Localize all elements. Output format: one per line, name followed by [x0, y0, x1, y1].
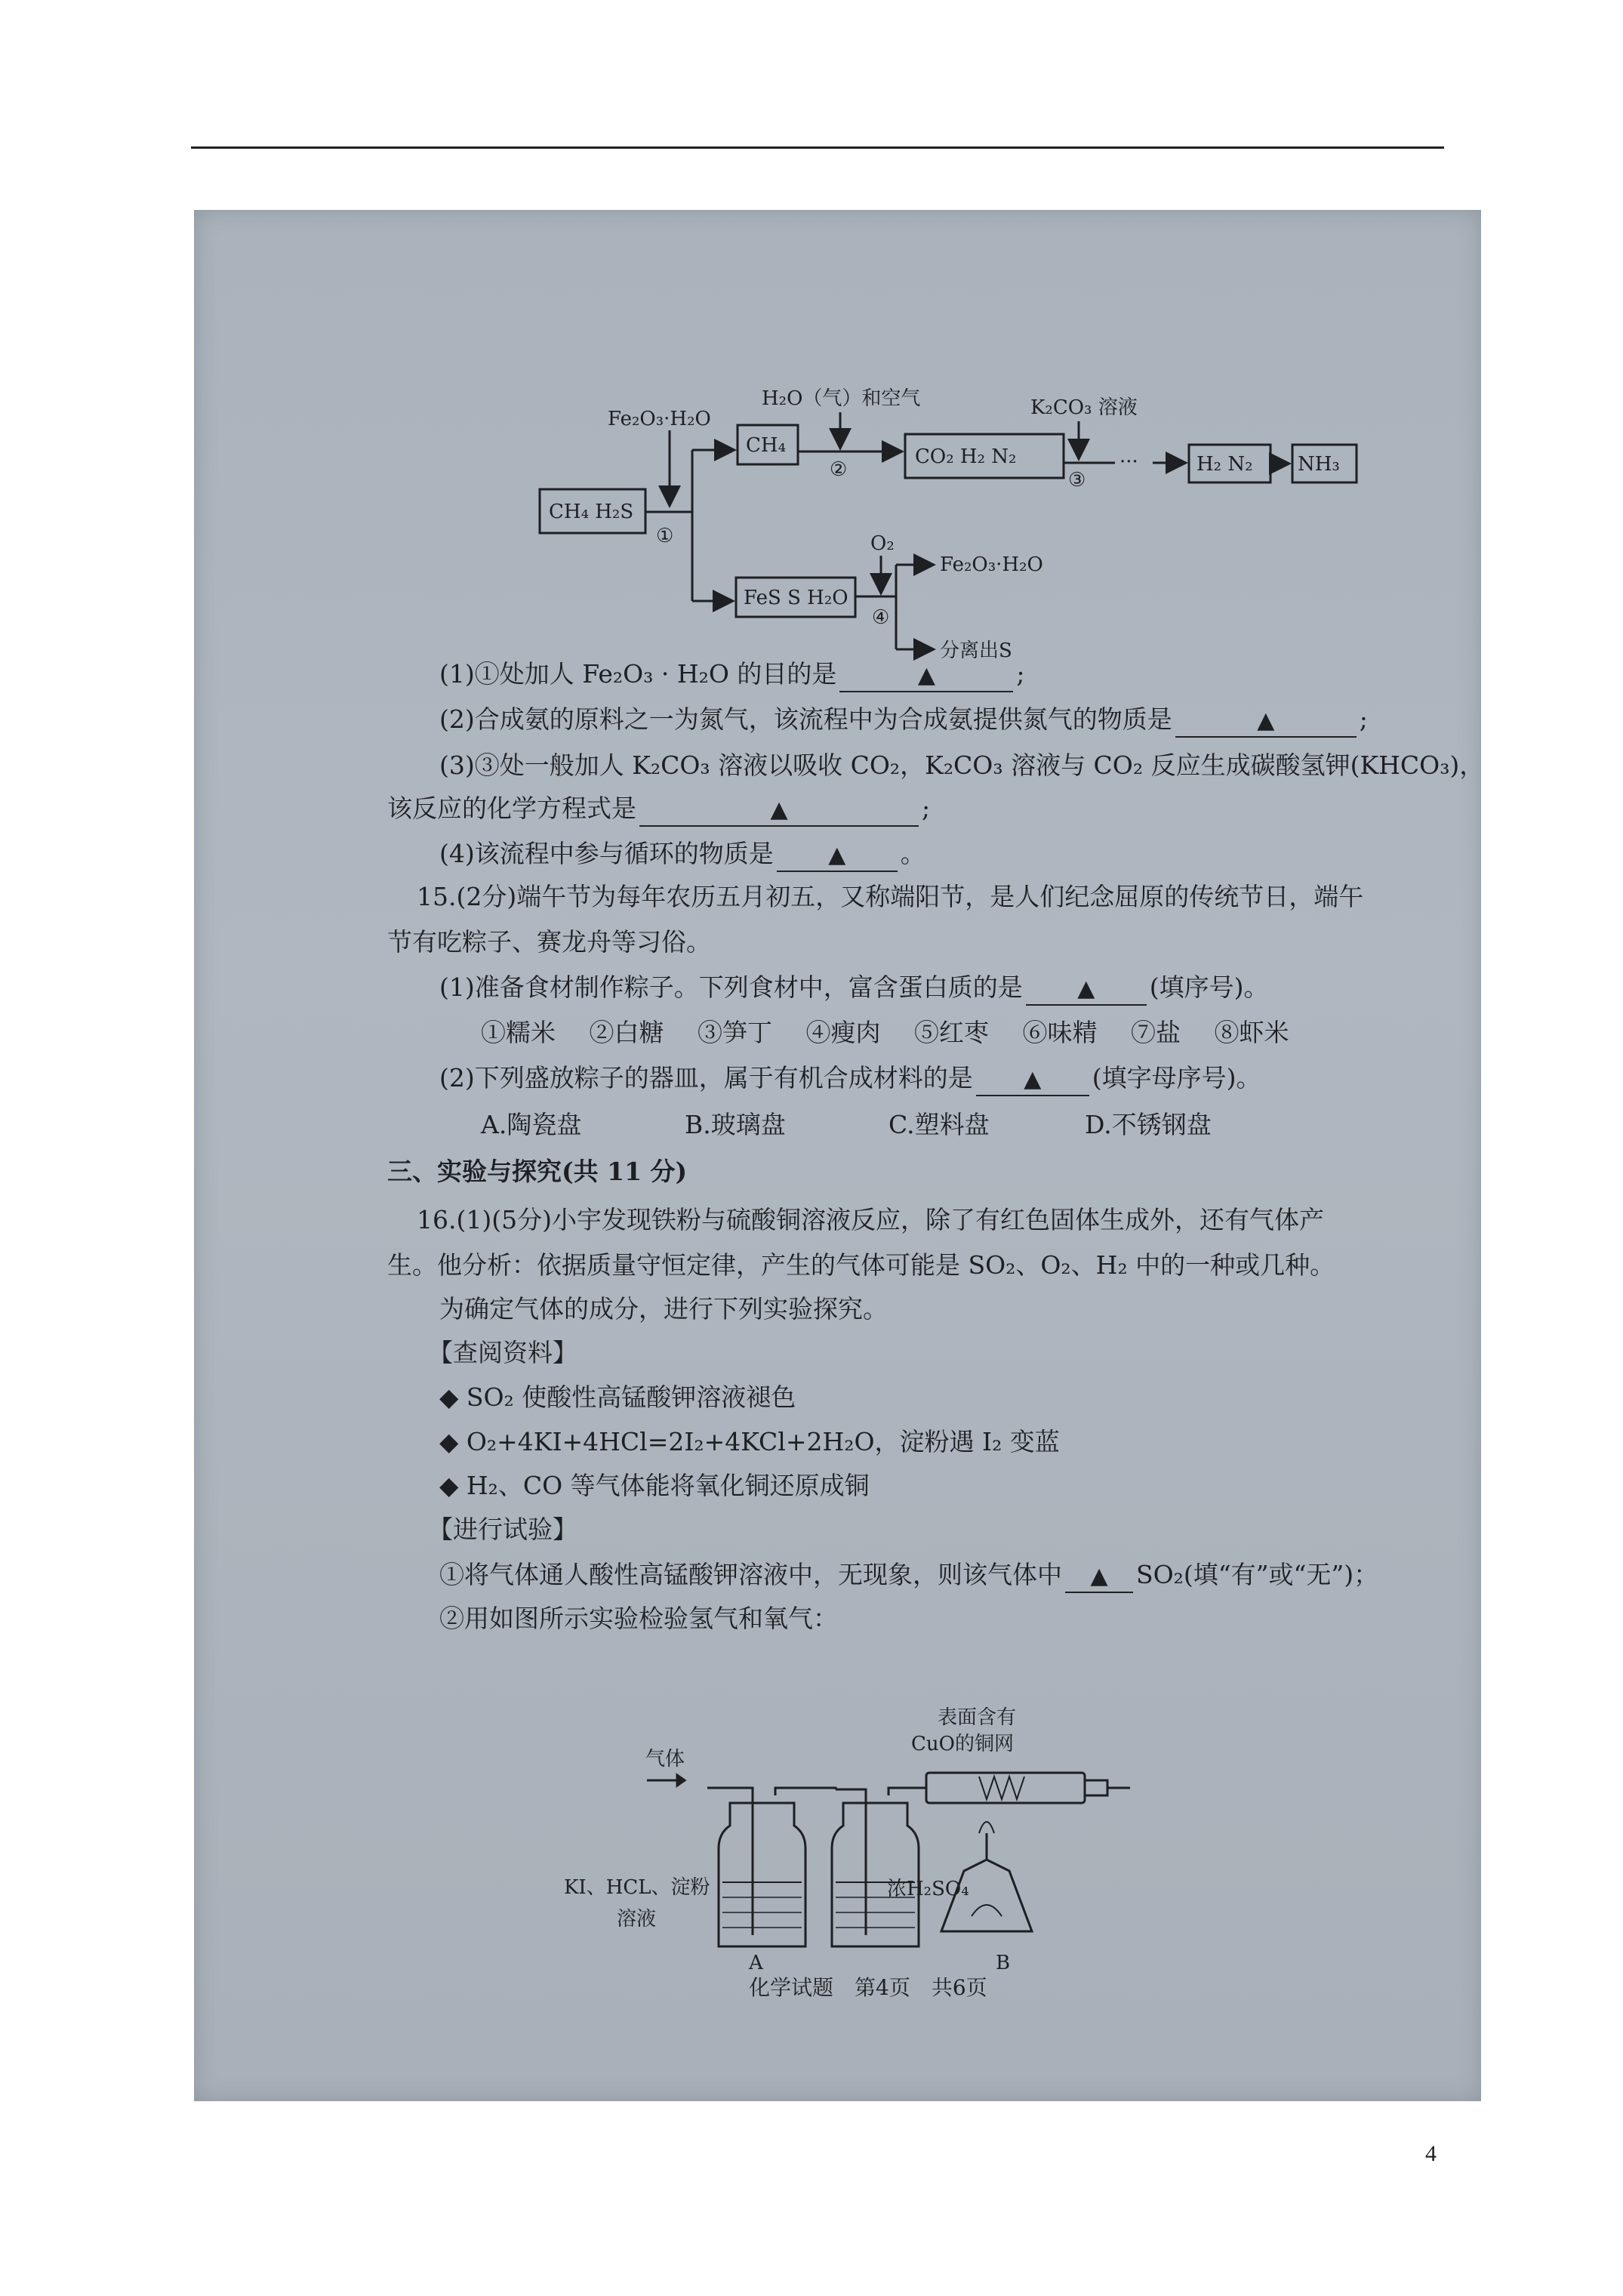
apparatus-diagram: [194, 210, 1481, 2101]
ch4-label: CH₄: [746, 434, 786, 457]
bottle-a: [719, 1803, 805, 1946]
page-number: 4: [1425, 2141, 1437, 2166]
exp-step1: ①将气体通人酸性高锰酸钾溶液中，无现象，则该气体中 ▲ SO₂(填“有”或“无”)；: [439, 1560, 1378, 1593]
answer-blank[interactable]: ▲: [1065, 1560, 1133, 1593]
option-item: ④瘦肉: [805, 1018, 881, 1047]
q15-part1: (1)准备食材制作粽子。下列食材中，富含蛋白质的是 ▲ (填序号)。: [439, 972, 1269, 1006]
section-heading: 三、实验与探究(共 11 分): [387, 1157, 688, 1186]
q14-part1: (1)①处加人 Fe₂O₃ · H₂O 的目的是 ▲ ;: [439, 659, 1025, 692]
step1-label: ①: [656, 525, 674, 547]
answer-blank[interactable]: ▲: [839, 659, 1013, 692]
info-heading: 【查阅资料】: [428, 1338, 577, 1367]
header-rule: [191, 146, 1444, 149]
answer-blank[interactable]: ▲: [1175, 704, 1357, 738]
step4-label: ④: [872, 606, 890, 629]
label-a: A: [749, 1952, 763, 1974]
feed-label: CH₄ H₂S: [549, 501, 634, 523]
acid-label: 浓H₂SO₄: [887, 1878, 969, 1900]
bottle-acid: [832, 1803, 919, 1946]
option-item: ⑤红枣: [914, 1018, 989, 1047]
exp-heading: 【进行试验】: [428, 1515, 577, 1544]
label-b: B: [996, 1952, 1011, 1974]
air-label: H₂O（气）和空气: [762, 387, 921, 410]
q15-intro-a: 15.(2分)端午节为每年农历五月初五，又称端阳节，是人们纪念屈原的传统节日，端午: [417, 882, 1364, 911]
option-item: ③笋丁: [698, 1018, 772, 1047]
q16-text-c: 为确定气体的成分，进行下列实验探究。: [439, 1294, 888, 1324]
mesh-label-b: CuO的铜网: [911, 1733, 1014, 1755]
option-item: ⑦盐: [1131, 1018, 1181, 1047]
fes-label: FeS S H₂O: [744, 587, 848, 609]
scanned-photo: [194, 210, 1485, 2101]
reagent-label-b: 溶液: [617, 1908, 657, 1931]
mesh-label-a: 表面含有: [938, 1706, 1017, 1729]
k2co3-label: K₂CO₃ 溶液: [1030, 396, 1138, 419]
info-item: ◆ SO₂ 使酸性高锰酸钾溶液褪色: [439, 1382, 796, 1412]
q16-text-b: 生。他分析：依据质量守恒定律，产生的气体可能是 SO₂、O₂、H₂ 中的一种或几种。: [387, 1250, 1335, 1280]
q16-text-a: 16.(1)(5分)小宇发现铁粉与硫酸铜溶液反应，除了有红色固体生成外，还有气体产: [417, 1205, 1324, 1234]
fe-additive-label: Fe₂O₃·H₂O: [608, 408, 711, 430]
answer-blank[interactable]: ▲: [1026, 972, 1147, 1006]
reagent-label-a: KI、HCL、淀粉: [564, 1876, 710, 1899]
option-item: ②白糖: [589, 1018, 664, 1047]
step3-label: ③: [1068, 469, 1086, 492]
q14-part3a: (3)③处一般加人 K₂CO₃ 溶液以吸收 CO₂，K₂CO₃ 溶液与 CO₂ 反应生成碳酸氢钾(KHCO₃)，: [439, 750, 1485, 780]
page-footer: 化学试题 第4页 共6页: [749, 1975, 987, 2000]
option-item: ①糯米: [481, 1018, 556, 1047]
o2-label: O₂: [870, 532, 895, 555]
choice-item: B.玻璃盘: [685, 1110, 786, 1139]
gas-label: 气体: [645, 1748, 685, 1771]
choice-item: D.不锈钢盘: [1085, 1110, 1212, 1139]
answer-blank[interactable]: ▲: [639, 794, 919, 827]
step2-label: ②: [830, 458, 848, 481]
info-item: ◆ O₂+4KI+4HCl=2I₂+4KCl+2H₂O，淀粉遇 I₂ 变蓝: [439, 1427, 1060, 1456]
q14-part2: (2)合成氨的原料之一为氮气，该流程中为合成氨提供氮气的物质是 ▲ ;: [439, 704, 1368, 738]
q15-intro-b: 节有吃粽子、赛龙舟等习俗。: [387, 927, 711, 957]
out-s-label: 分离出S: [940, 639, 1012, 662]
q15-part2: (2)下列盛放粽子的器皿，属于有机合成材料的是 ▲ (填字母序号)。: [439, 1063, 1261, 1096]
answer-blank[interactable]: ▲: [976, 1063, 1089, 1096]
option-item: ⑧虾米: [1214, 1018, 1289, 1047]
info-item: ◆ H₂、CO 等气体能将氧化铜还原成铜: [439, 1471, 870, 1500]
q14-part4: (4)该流程中参与循环的物质是 ▲ 。: [439, 839, 925, 872]
choice-item: A.陶瓷盘: [481, 1110, 582, 1139]
answer-blank[interactable]: ▲: [777, 839, 898, 872]
option-item: ⑥味精: [1022, 1018, 1098, 1047]
nh3-label: NH₃: [1298, 453, 1340, 476]
q14-part3b: 该反应的化学方程式是 ▲ ;: [387, 794, 930, 827]
ellipsis-label: ···: [1119, 451, 1138, 473]
out-fe-label: Fe₂O₃·H₂O: [940, 553, 1043, 576]
choice-item: C.塑料盘: [888, 1110, 990, 1139]
exp-step2: ②用如图所示实验检验氢气和氧气：: [439, 1604, 838, 1633]
co2-label: CO₂ H₂ N₂: [915, 445, 1017, 468]
h2n2-label: H₂ N₂: [1196, 453, 1253, 476]
